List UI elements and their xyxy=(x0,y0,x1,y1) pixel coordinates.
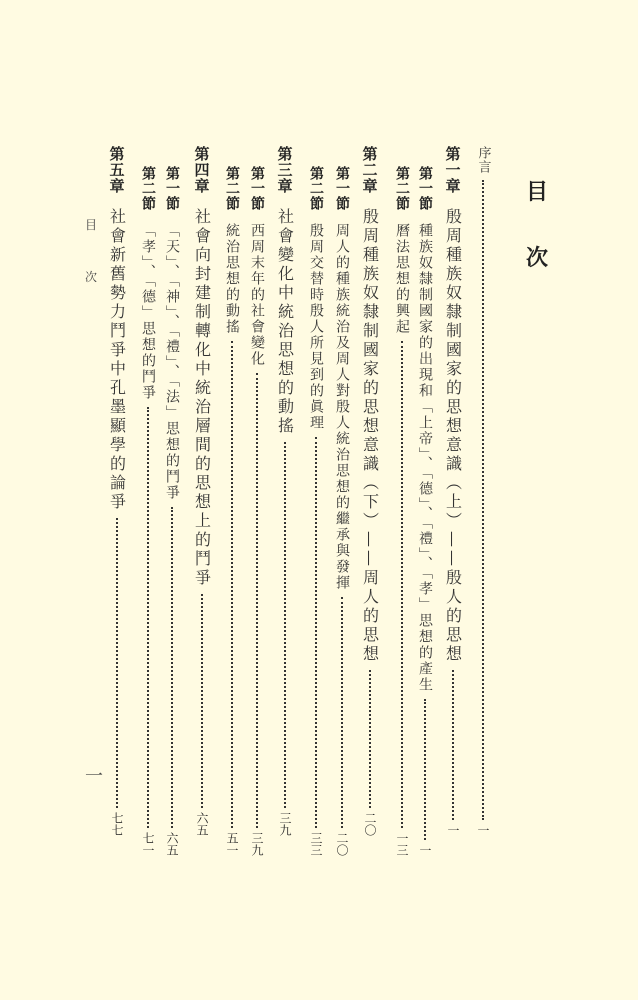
dot-leader xyxy=(256,373,258,828)
dot-leader xyxy=(171,507,173,828)
toc-page-number: 一 xyxy=(446,824,460,836)
toc-entry-ch2-section-1[interactable] xyxy=(330,166,354,856)
dot-leader xyxy=(231,341,233,828)
dot-leader xyxy=(424,699,426,840)
toc-entry-title: 社會變化中統治思想的動搖 xyxy=(275,208,295,436)
toc-entry-title: 社會新舊勢力鬥爭中孔墨顯學的論爭 xyxy=(107,208,127,512)
section-label: 第一節 xyxy=(164,166,180,211)
toc-entry-title: 西周末年的社會變化 xyxy=(249,223,265,367)
toc-page-number: 三九 xyxy=(278,812,292,836)
toc-entry-title: 殷周種族奴隸制國家的思想意識（下）——周人的思想 xyxy=(360,208,380,664)
toc-entry-title: 周人的種族統治及周人對殷人統治思想的繼承與發揮 xyxy=(334,223,350,591)
toc-page-number: 二〇 xyxy=(363,812,377,836)
toc-page-number: 七七 xyxy=(110,812,124,836)
dot-leader xyxy=(116,518,118,808)
toc-entry-ch4-section-1[interactable] xyxy=(160,166,184,856)
section-label: 第二節 xyxy=(140,166,156,211)
toc-entry-ch1-section-1[interactable] xyxy=(413,166,437,856)
toc-entry-title: 殷周交替時殷人所見到的眞理 xyxy=(308,223,324,431)
dot-leader xyxy=(482,180,484,820)
section-label: 第一節 xyxy=(249,166,265,211)
chapter-label: 第四章 xyxy=(192,146,211,194)
chapter-label: 第三章 xyxy=(275,146,294,194)
toc-page-number: 三三 xyxy=(309,832,323,856)
toc-entry-chapter-2[interactable] xyxy=(358,146,382,836)
toc-page-number: 七一 xyxy=(141,832,155,856)
dot-leader xyxy=(284,442,286,808)
toc-entry-ch2-section-2[interactable] xyxy=(304,166,328,856)
dot-leader xyxy=(341,597,343,828)
toc-page-number: 一 xyxy=(476,824,490,836)
toc-entry-ch4-section-2[interactable] xyxy=(136,166,160,856)
running-head-char-2: 次 xyxy=(84,270,97,284)
toc-entry-chapter-3[interactable] xyxy=(273,146,297,836)
toc-page-number: 一三 xyxy=(395,832,409,856)
toc-entry-title: 種族奴隸制國家的出現和「上帝」、「德」、「禮」、「孝」思想的產生 xyxy=(417,223,433,693)
dot-leader xyxy=(201,594,203,808)
section-label: 第二節 xyxy=(224,166,240,211)
dot-leader xyxy=(147,407,149,828)
toc-page-number: 六五 xyxy=(195,812,209,836)
toc-entry-preface[interactable] xyxy=(471,146,495,836)
running-head-char-1: 目 xyxy=(84,218,97,232)
toc-entry-title: 「孝」、「德」思想的鬥爭 xyxy=(140,223,156,401)
toc-entry-ch1-section-2[interactable] xyxy=(390,166,414,856)
toc-entry-title: 序言 xyxy=(475,146,491,174)
dot-leader xyxy=(452,670,454,820)
toc-entry-title: 「天」、「神」、「禮」、「法」思想的鬥爭 xyxy=(164,223,180,501)
toc-entry-ch3-section-1[interactable] xyxy=(245,166,269,856)
dot-leader xyxy=(401,341,403,828)
section-label: 第一節 xyxy=(417,166,433,211)
toc-entry-chapter-1[interactable] xyxy=(441,146,465,836)
chapter-label: 第五章 xyxy=(107,146,126,194)
toc-entry-chapter-5[interactable] xyxy=(105,146,129,836)
toc-page-number: 五一 xyxy=(225,832,239,856)
dot-leader xyxy=(315,437,317,828)
dot-leader xyxy=(369,670,371,808)
section-label: 第二節 xyxy=(394,166,410,211)
chapter-label: 第一章 xyxy=(443,146,462,194)
folio-page-number: 一 xyxy=(85,766,103,787)
chapter-label: 第二章 xyxy=(360,146,379,194)
toc-page-number: 三九 xyxy=(250,832,264,856)
toc-entry-title: 社會向封建制轉化中統治層間的思想上的鬥爭 xyxy=(192,208,212,588)
toc-entry-title: 曆法思想的興起 xyxy=(394,223,410,335)
toc-page-number: 一 xyxy=(418,844,432,856)
toc-entry-ch3-section-2[interactable] xyxy=(220,166,244,856)
section-label: 第一節 xyxy=(334,166,350,211)
toc-entry-chapter-4[interactable] xyxy=(190,146,214,836)
toc-entry-title: 統治思想的動搖 xyxy=(224,223,240,335)
page-title-char-1: 目 xyxy=(525,180,548,205)
section-label: 第二節 xyxy=(308,166,324,211)
toc-page-number: 六五 xyxy=(165,832,179,856)
toc-page-number: 二〇 xyxy=(335,832,349,856)
toc-entry-title: 殷周種族奴隸制國家的思想意識（上）——殷人的思想 xyxy=(443,208,463,664)
page-title-char-2: 次 xyxy=(525,246,548,271)
